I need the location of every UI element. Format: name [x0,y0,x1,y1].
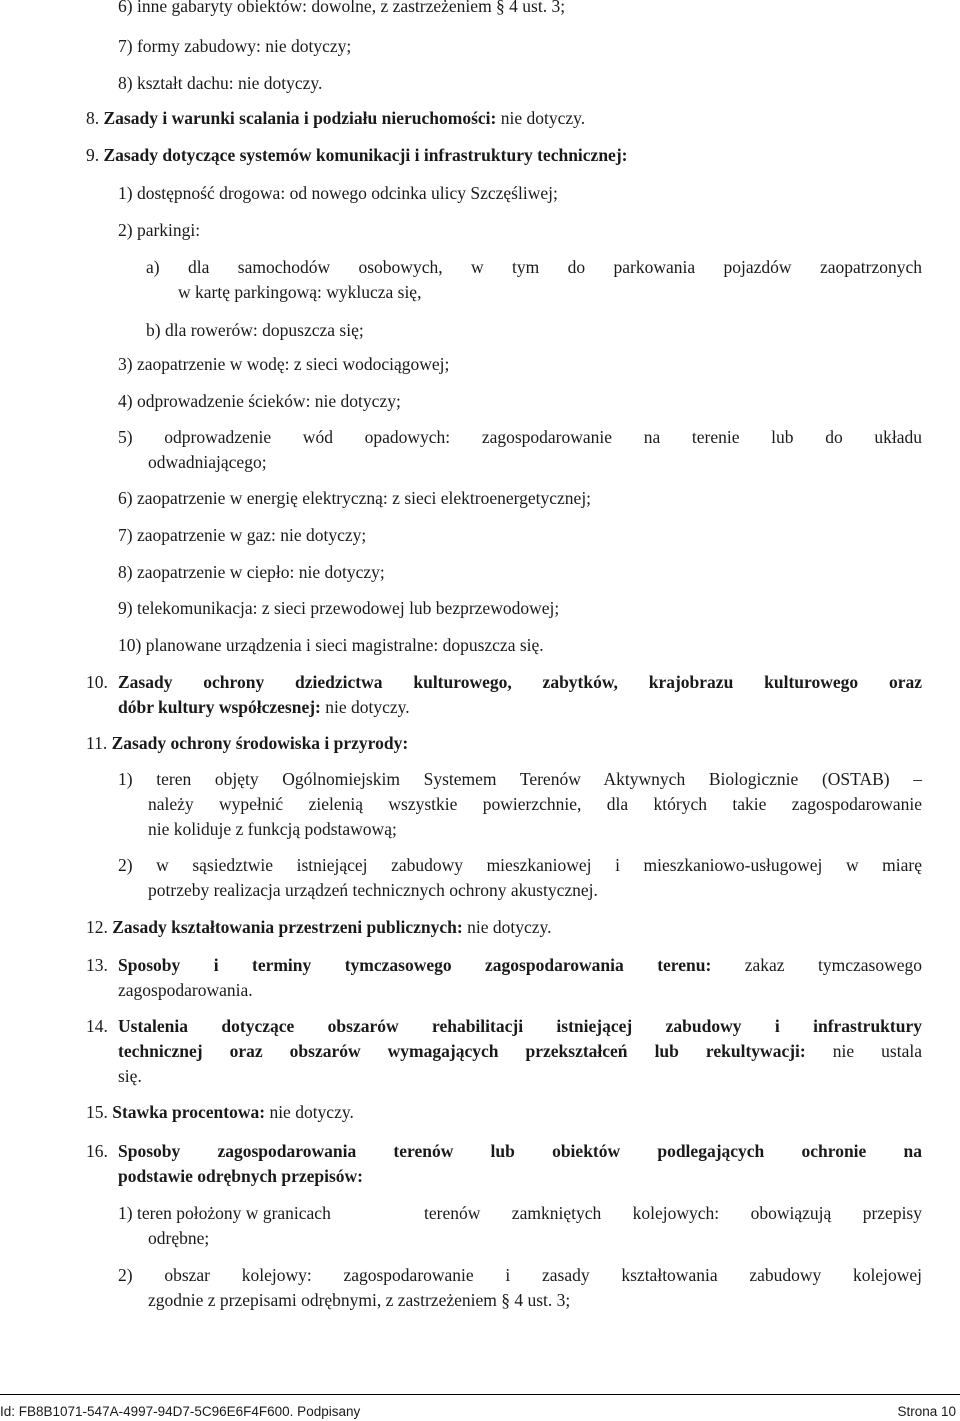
list-item: 7) zaopatrzenie w gaz: nie dotyczy; [118,525,367,545]
section-number: 12. [86,917,108,937]
list-item-continuation: nie koliduje z funkcją podstawową; [148,819,397,839]
section-number: 14. [86,1016,108,1036]
section-text: zagospodarowania. [118,980,253,1000]
section-10-line2 [118,695,410,720]
section-14-line2 [118,1039,922,1064]
list-item: 7) formy zabudowy: nie dotyczy; [118,36,352,56]
list-item-continuation: odrębne; [148,1228,210,1248]
section-13-line1 [118,953,922,978]
list-item: 6) inne gabaryty obiektów: dowolne, z zastrzeżeniem § 4 ust. 3; [118,0,566,16]
list-item: terenów zamkniętych kolejowych: obowiązują przepisy [424,1203,922,1223]
section-text: się. [118,1066,142,1086]
footer-divider [0,1394,960,1395]
section-number: 16. [86,1141,108,1161]
list-item: 9) telekomunikacja: z sieci przewodowej lub bezprzewodowej; [118,598,560,618]
section-heading: podstawie odrębnych przepisów: [118,1166,364,1186]
section-heading: Stawka procentowa: [112,1102,266,1122]
section-heading: Sposoby zagospodarowania terenów lub obiektów podlegających ochronie na [118,1141,922,1161]
list-item: b) dla rowerów: dopuszcza się; [146,320,364,340]
list-item: 2) w sąsiedztwie istniejącej zabudowy mieszkaniowej i mieszkaniowo-usługowej w miarę [118,855,922,875]
section-text: nie dotyczy. [265,1102,354,1122]
section-text: nie dotyczy. [462,917,552,937]
section-number: 15. [86,1102,108,1122]
section-heading: Zasady ochrony środowiska i przyrody: [111,733,409,753]
section-heading: dóbr kultury współczesnej: [118,697,321,717]
footer-page-number: Strona 10 [897,1404,956,1419]
section-heading: Zasady dotyczące systemów komunikacji i infrastruktury technicznej: [103,145,628,165]
list-item: a) dla samochodów osobowych, w tym do parkowania pojazdów zaopatrzonych [146,257,922,277]
section-15 [86,1100,354,1125]
list-item-continuation: zgodnie z przepisami odrębnymi, z zastrzeżeniem § 4 ust. 3; [148,1290,571,1310]
section-number: 8. [86,108,100,128]
section-number: 10. [86,672,108,692]
list-item: 8) zaopatrzenie w ciepło: nie dotyczy; [118,562,385,582]
section-heading: Zasady i warunki scalania i podziału nieruchomości: [103,108,497,128]
section-text: nie dotyczy. [320,697,410,717]
section-heading: Zasady kształtowania przestrzeni publicznych: [112,917,463,937]
section-heading: Ustalenia dotyczące obszarów rehabilitacji istniejącej zabudowy i infrastruktury [118,1016,922,1036]
section-number: 9. [86,145,100,165]
list-item: 10) planowane urządzenia i sieci magistralne: dopuszcza się. [118,635,544,655]
list-item: 2) parkingi: [118,220,201,240]
section-text: nie dotyczy. [496,108,586,128]
section-text: zakaz tymczasowego [711,955,922,975]
list-item: 5) odprowadzenie wód opadowych: zagospodarowanie na terenie lub do układu [118,427,922,447]
list-item: 1) teren położony w granicach [118,1203,331,1223]
list-item: 1) teren objęty Ogólnomiejskim Systemem Terenów Aktywnych Biologicznie (OSTAB) – [118,769,922,789]
section-number: 13. [86,955,108,975]
section-12 [86,915,552,940]
list-item: 2) obszar kolejowy: zagospodarowanie i zasady kształtowania zabudowy kolejowej [118,1265,922,1285]
footer-document-id: Id: FB8B1071-547A-4997-94D7-5C96E6F4F600. Podpisany [0,1404,361,1419]
section-heading: Sposoby i terminy tymczasowego zagospodarowania terenu: [118,955,712,975]
section-11 [86,731,408,756]
list-item: 6) zaopatrzenie w energię elektryczną: z sieci elektroenergetycznej; [118,488,592,508]
list-item-continuation: potrzeby realizacja urządzeń technicznych ochrony akustycznej. [148,880,598,900]
section-9 [86,143,627,168]
section-number: 11. [86,733,108,753]
section-8 [86,106,585,131]
section-heading: technicznej oraz obszarów wymagających przekształceń lub rekultywacji: [118,1041,806,1061]
list-item-continuation: odwadniającego; [148,452,267,472]
list-item: 4) odprowadzenie ścieków: nie dotyczy; [118,391,401,411]
list-item-continuation: w kartę parkingową: wyklucza się, [178,282,422,302]
list-item: 8) kształt dachu: nie dotyczy. [118,73,323,93]
section-text: nie ustala [805,1041,922,1061]
section-heading: Zasady ochrony dziedzictwa kulturowego, zabytków, krajobrazu kulturowego oraz [118,672,922,692]
list-item: 3) zaopatrzenie w wodę: z sieci wodociągowej; [118,354,450,374]
list-item-continuation: należy wypełnić zielenią wszystkie powierzchnie, dla których takie zagospodarowanie [148,794,922,814]
list-item: 1) dostępność drogowa: od nowego odcinka ulicy Szczęśliwej; [118,183,558,203]
